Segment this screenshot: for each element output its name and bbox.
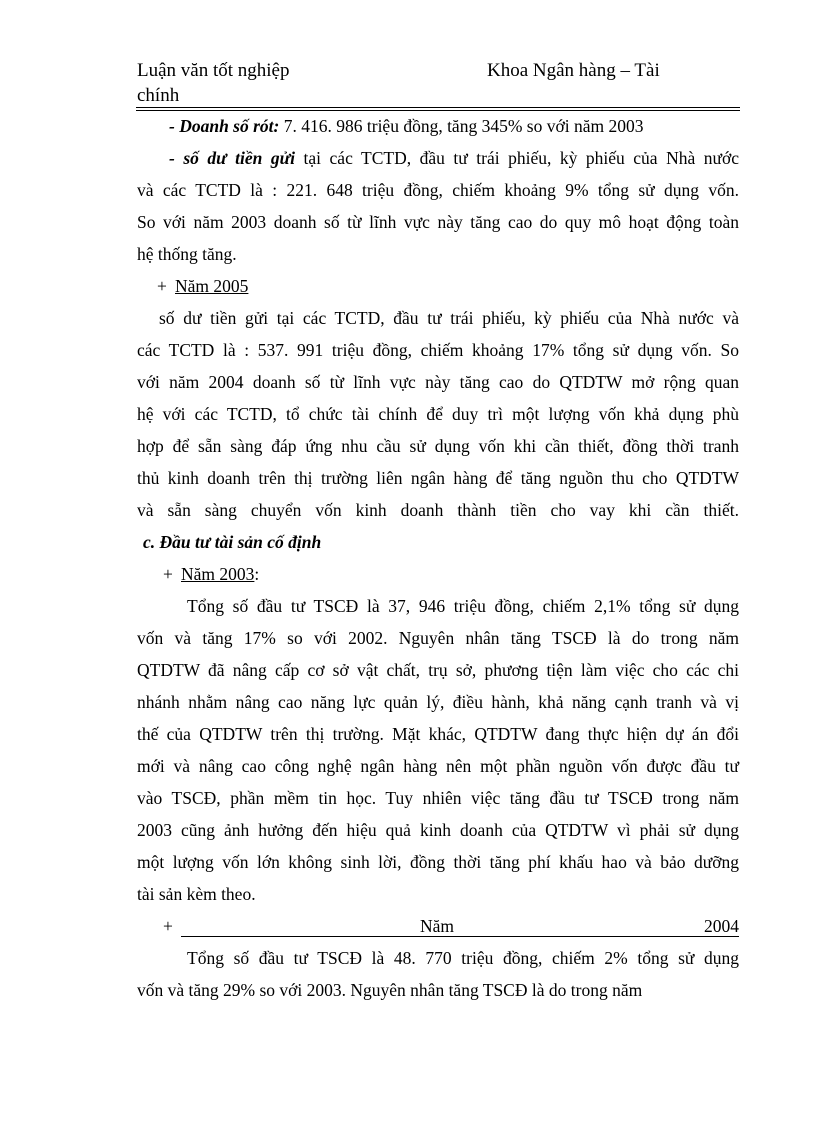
subheading-2004: + Năm 2004 xyxy=(163,916,739,936)
header-rule-bottom xyxy=(136,110,740,111)
text-line: và các TCTD là : 221. 648 triệu đồng, chiếm khoảng 9% tổng sử dụng vốn. xyxy=(137,180,739,200)
text-line: tài sản kèm theo. xyxy=(137,884,256,904)
text-line: hệ với các TCTD, tổ chức tài chính để duy trì một lượng vốn khả dụng phù xyxy=(137,404,739,424)
header-left xyxy=(137,58,337,108)
text-line: nhánh nhằm nâng cao năng lực quản lý, điều hành, khả năng cạnh tranh và vị xyxy=(137,692,739,712)
section-heading: c. Đầu tư tài sản cố định xyxy=(143,532,322,552)
subheading-2003: + Năm 2003: xyxy=(163,564,260,584)
text-line: các TCTD là : 537. 991 triệu đồng, chiếm khoảng 17% tổng sử dụng vốn. So xyxy=(137,340,739,360)
text-line: số dư tiền gửi tại các TCTD, đầu tư trái phiếu, kỳ phiếu của Nhà nước và xyxy=(159,308,739,328)
subheading-2005: + Năm 2005 xyxy=(157,276,249,296)
header-faculty: Khoa Ngân hàng – Tài xyxy=(487,60,660,81)
header-thesis-label-cont: chính xyxy=(137,85,180,106)
text-line: thế của QTDTW trên thị trường. Mặt khác, QTDTW đang thực hiện dự án đổi xyxy=(137,724,739,744)
text-line: mới và nâng cao công nghệ ngân hàng nên một phần nguồn vốn được đầu tư xyxy=(137,756,739,776)
bold-italic-label: - Doanh số rót: xyxy=(169,116,280,136)
text-line: thủ kinh doanh trên thị trường liên ngân hàng để tăng nguồn thu cho QTDTW xyxy=(137,468,739,488)
text-line: Tổng số đầu tư TSCĐ là 37, 946 triệu đồng, chiếm 2,1% tổng sử dụng xyxy=(187,596,739,616)
text-line: Tổng số đầu tư TSCĐ là 48. 770 triệu đồng, chiếm 2% tổng sử dụng xyxy=(187,948,739,968)
text-line: vốn và tăng 17% so với 2002. Nguyên nhân tăng TSCĐ là do trong năm xyxy=(137,628,739,648)
subheading-2004-underlined: Năm 2004 xyxy=(181,915,739,937)
text-line: So với năm 2003 doanh số từ lĩnh vực này tăng cao do quy mô hoạt động toàn xyxy=(137,212,739,232)
header-thesis-label: Luận văn tốt nghiệp xyxy=(137,60,290,81)
header-rule-top xyxy=(136,107,740,108)
text-line: một lượng vốn lớn không sinh lời, đồng thời tăng phí khấu hao và bảo dưỡng xyxy=(137,852,739,872)
text-line: - số dư tiền gửi tại các TCTD, đầu tư trái phiếu, kỳ phiếu của Nhà nước xyxy=(169,148,739,168)
text-line: hợp để sẵn sàng đáp ứng nhu cầu sử dụng vốn khi cần thiết, đồng thời tranh xyxy=(137,436,739,456)
text-line: vốn và tăng 29% so với 2003. Nguyên nhân tăng TSCĐ là do trong năm xyxy=(137,980,643,1000)
text-line: 2003 cũng ảnh hưởng đến hiệu quả kinh doanh của QTDTW vì phải sử dụng xyxy=(137,820,739,840)
text-line: - Doanh số rót: 7. 416. 986 triệu đồng, tăng 345% so với năm 2003 xyxy=(169,116,644,136)
bold-italic-label: - số dư tiền gửi xyxy=(169,148,296,168)
text-line: với năm 2004 doanh số từ lĩnh vực này tăng cao do QTDTW mở rộng quan xyxy=(137,372,739,392)
text-line: hệ thống tăng. xyxy=(137,244,237,264)
text-line: vào TSCĐ, phần mềm tin học. Tuy nhiên việc tăng đầu tư TSCĐ trong năm xyxy=(137,788,739,808)
text-line: và sẵn sàng chuyển vốn kinh doanh thành tiền cho vay khi cần thiết. xyxy=(137,500,739,520)
text-line: QTDTW đã nâng cấp cơ sở vật chất, trụ sở, phương tiện làm việc cho các chi xyxy=(137,660,739,680)
